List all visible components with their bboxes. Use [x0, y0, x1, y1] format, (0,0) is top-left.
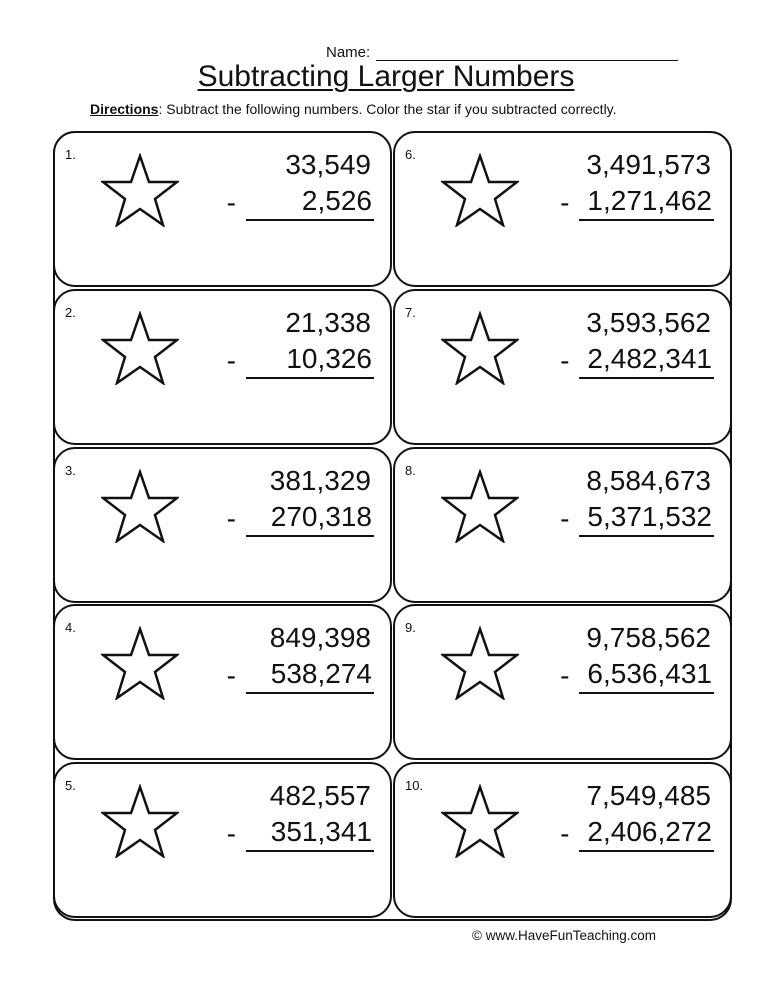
problem-cell — [393, 604, 732, 760]
subtrahend: 538,274 — [246, 656, 374, 694]
subtraction-problem — [194, 147, 374, 221]
star-outline-icon[interactable] — [441, 153, 519, 227]
subtrahend: 10,326 — [246, 341, 374, 379]
star-outline-icon[interactable] — [441, 784, 519, 858]
minuend: 381,329 — [269, 464, 371, 496]
star-outline-icon[interactable] — [101, 784, 179, 858]
subtrahend: 1,271,462 — [579, 183, 714, 221]
problem-cell — [53, 289, 392, 445]
problem-cell — [393, 447, 732, 603]
problem-cell — [53, 762, 392, 918]
directions-text: : Subtract the following numbers. Color the star if you subtracted correctly. — [158, 101, 617, 117]
minus-sign: - — [226, 502, 236, 534]
subtraction-problem — [194, 620, 374, 694]
problem-number: 10. — [405, 778, 424, 794]
minuend: 33,549 — [285, 149, 371, 180]
problem-cell — [53, 604, 392, 760]
minus-sign: - — [226, 660, 236, 692]
subtraction-problem — [194, 463, 374, 537]
subtraction-problem — [534, 305, 714, 379]
star-outline-icon[interactable] — [101, 153, 179, 227]
problem-number: 5. — [65, 778, 76, 794]
subtrahend: 270,318 — [246, 499, 374, 537]
minus-sign: - — [560, 502, 570, 534]
minuend: 9,758,562 — [586, 622, 711, 654]
subtrahend: 2,482,341 — [579, 341, 714, 379]
subtraction-problem — [534, 463, 714, 537]
minus-sign: - — [560, 660, 570, 692]
name-field — [326, 44, 678, 61]
problem-number: 7. — [405, 304, 416, 320]
minuend: 849,398 — [269, 622, 371, 654]
name-label: Name: — [326, 44, 371, 61]
minuend: 8,584,673 — [586, 464, 711, 496]
minus-sign: - — [560, 818, 570, 850]
problem-number: 8. — [405, 462, 416, 478]
star-outline-icon[interactable] — [441, 626, 519, 700]
problem-cell — [53, 131, 392, 287]
problem-number: 2. — [65, 304, 76, 320]
minus-sign: - — [560, 187, 570, 218]
problem-cell — [53, 447, 392, 603]
problem-number: 1. — [65, 147, 76, 162]
minuend: 3,593,562 — [586, 306, 711, 338]
problem-number: 4. — [65, 620, 76, 636]
minus-sign: - — [226, 344, 236, 376]
subtrahend: 2,526 — [246, 183, 374, 221]
minus-sign: - — [560, 344, 570, 376]
minuend: 21,338 — [285, 306, 371, 338]
star-outline-icon[interactable] — [101, 311, 179, 385]
copyright-footer: © www.HaveFunTeaching.com — [472, 928, 657, 943]
subtrahend: 2,406,272 — [579, 814, 714, 852]
subtrahend: 6,536,431 — [579, 656, 714, 694]
problem-number: 6. — [405, 147, 416, 162]
minuend: 482,557 — [269, 780, 371, 812]
subtraction-problem — [194, 305, 374, 379]
subtrahend: 5,371,532 — [579, 499, 714, 537]
subtraction-problem — [534, 778, 714, 852]
star-outline-icon[interactable] — [101, 626, 179, 700]
minuend: 7,549,485 — [586, 780, 711, 812]
minuend: 3,491,573 — [586, 149, 711, 180]
star-outline-icon[interactable] — [441, 311, 519, 385]
star-outline-icon[interactable] — [441, 469, 519, 543]
problem-grid — [53, 131, 732, 918]
subtraction-problem — [194, 778, 374, 852]
directions — [90, 101, 617, 117]
minus-sign: - — [226, 818, 236, 850]
problem-number: 3. — [65, 462, 76, 478]
directions-label: Directions — [90, 101, 159, 117]
minus-sign: - — [226, 187, 236, 218]
star-outline-icon[interactable] — [101, 469, 179, 543]
name-blank-line[interactable] — [376, 44, 678, 61]
problem-cell — [393, 762, 732, 918]
page-title: Subtracting Larger Numbers — [197, 60, 575, 93]
subtraction-problem — [534, 147, 714, 221]
subtrahend: 351,341 — [246, 814, 374, 852]
problem-cell — [393, 289, 732, 445]
problem-number: 9. — [405, 620, 416, 636]
subtraction-problem — [534, 620, 714, 694]
problem-cell — [393, 131, 732, 287]
